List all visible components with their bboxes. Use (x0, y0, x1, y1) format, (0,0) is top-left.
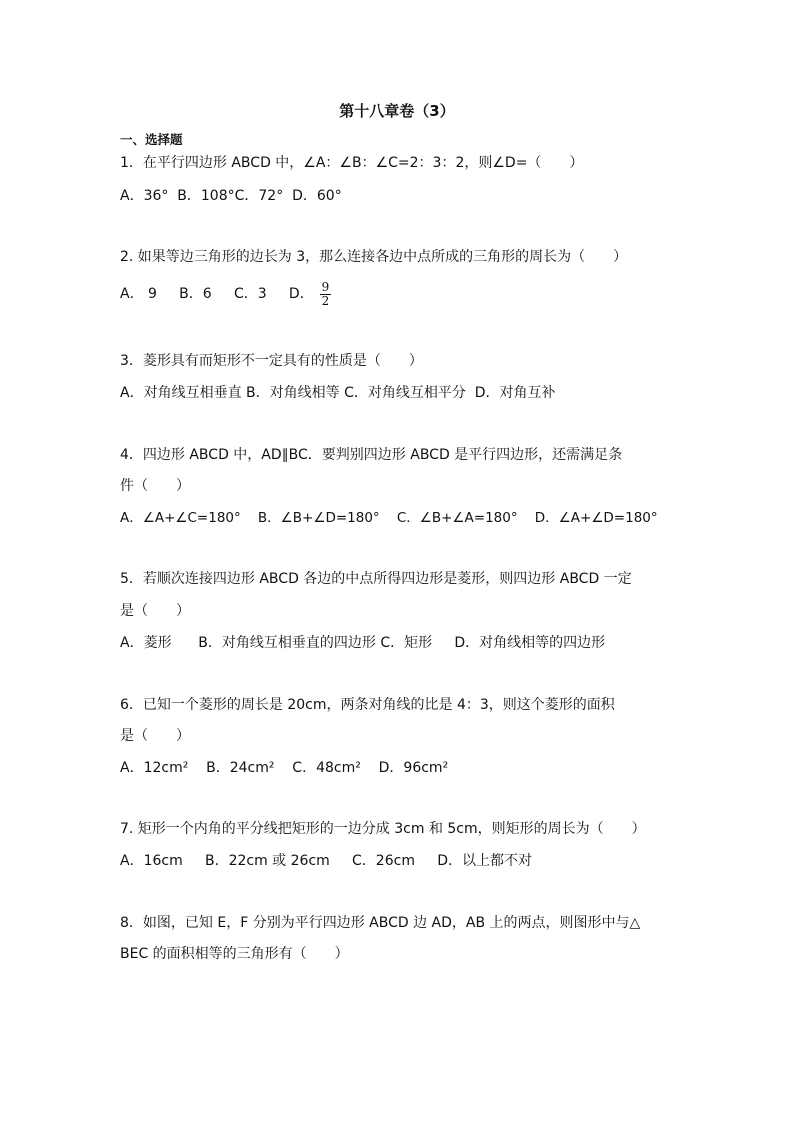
question-8-stem-line-1: 8．如图，已知 E，F 分别为平行四边形 ABCD 边 AD，AB 上的两点，则图形中与△ (120, 915, 641, 931)
section-heading: 一、选择题 (120, 132, 183, 147)
question-2-stem: 2. 如果等边三角形的边长为 3，那么连接各边中点所成的三角形的周长为（ ） (120, 249, 628, 265)
question-3-stem: 3．菱形具有而矩形不一定具有的性质是（ ） (120, 353, 423, 369)
fraction-denominator: 2 (321, 293, 330, 308)
question-2-options-row (120, 280, 676, 308)
question-5-options: A．菱形 B．对角线互相垂直的四边形 C．矩形 D．对角线相等的四边形 (120, 635, 606, 651)
question-8-stem-line-2: BEC 的面积相等的三角形有（ ） (120, 946, 349, 962)
fraction-numerator: 9 (321, 279, 330, 294)
question-1-stem: 1．在平行四边形 ABCD 中，∠A：∠B：∠C=2：3：2，则∠D=（ ） (120, 155, 584, 171)
question-2-options: A． 9 B．6 C．3 D． (120, 286, 314, 302)
question-4-stem-line-1: 4．四边形 ABCD 中，AD∥BC．要判别四边形 ABCD 是平行四边形，还需满足条 (120, 447, 623, 463)
question-5-stem-line-1: 5．若顺次连接四边形 ABCD 各边的中点所得四边形是菱形，则四边形 ABCD 一定 (120, 571, 632, 587)
question-6-options: A．12cm² B．24cm² C．48cm² D．96cm² (120, 760, 449, 776)
fraction-nine-halves (320, 281, 332, 308)
question-3-options: A．对角线互相垂直 B．对角线相等 C．对角线互相平分 D．对角互补 (120, 385, 556, 401)
page-title: 第十八章卷（3） (339, 102, 455, 120)
question-6-stem-line-2: 是（ ） (120, 728, 190, 744)
question-6-stem-line-1: 6．已知一个菱形的周长是 20cm，两条对角线的比是 4：3，则这个菱形的面积 (120, 697, 615, 713)
question-4-options: A．∠A+∠C=180° B．∠B+∠D=180° C．∠B+∠A=180° D．∠A+∠D=180° (120, 510, 658, 526)
question-1-options: A．36° B．108°C．72° D．60° (120, 188, 342, 204)
question-7-stem: 7. 矩形一个内角的平分线把矩形的一边分成 3cm 和 5cm，则矩形的周长为（ ） (120, 821, 646, 837)
question-7-options: A．16cm B．22cm 或 26cm C．26cm D．以上都不对 (120, 853, 532, 869)
question-4-stem-line-2: 件（ ） (120, 478, 190, 494)
question-5-stem-line-2: 是（ ） (120, 603, 190, 619)
